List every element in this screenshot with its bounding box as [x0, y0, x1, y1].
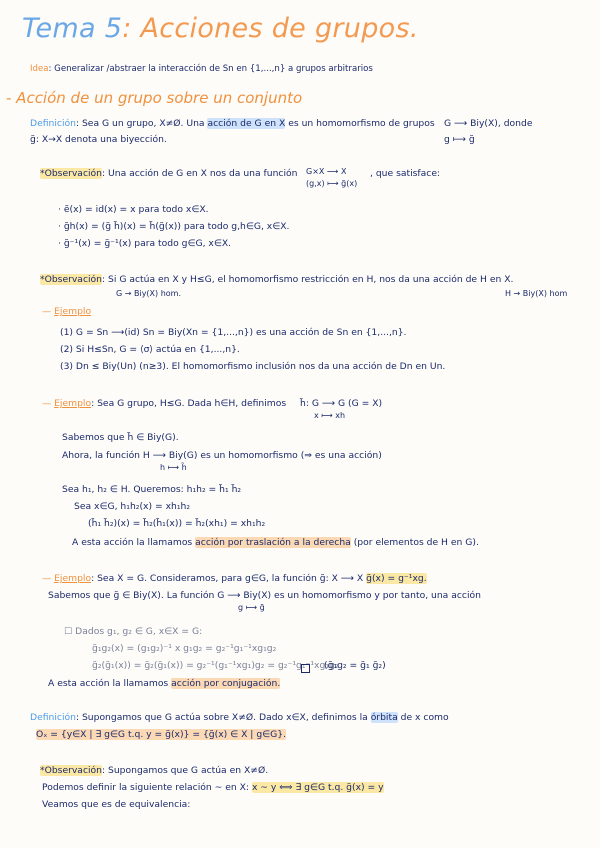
- def2-formula-highlight: Oₓ = {y∈X | ∃ g∈G t.q. y = g̃(x)} = {g̃(x) ∈ X | g∈G}.: [36, 729, 287, 740]
- ej2-final-highlight: acción por traslación a la derecha: [195, 537, 351, 548]
- idea-text: : Generalizar /abstraer la interacción de Sn en {1,...,n} a grupos arbitrarios: [48, 64, 373, 74]
- def2-line: [30, 712, 449, 724]
- obs3-line3: Veamos que es de equivalencia:: [42, 799, 191, 810]
- ej2-map: h̃: G ⟶ G (G = X): [300, 398, 383, 409]
- ej2-final-pre: A esta acción la llamamos: [72, 537, 193, 548]
- obs1-text: : Una acción de G en X nos da una función: [102, 168, 298, 179]
- obs2-sub1: G → Biy(X) hom.: [116, 289, 181, 298]
- ej2-text-line: (h̃₁ h̃₂)(x) = h̃₂(h̃₁(x)) = h̃₂(xh₁) = xh₁h₂: [88, 518, 266, 529]
- idea-line: [30, 63, 373, 75]
- ej1-item: (1) G = Sn ⟶(id) Sn = Biy(Xn = {1,...,n}) es una acción de Sn en {1,...,n}.: [60, 327, 407, 338]
- ej1-item: (3) Dn ≤ Biy(Un) (n≥3). El homomorfismo inclusión nos da una acción de Dn en Un.: [60, 361, 446, 372]
- ej2-text-line: h ⟼ h̃: [160, 463, 187, 472]
- obs1-item: · g̃⁻¹(x) = g̃⁻¹(x) para todo g∈G, x∈X.: [58, 238, 232, 249]
- ej2-map2: x ⟼ xh: [314, 411, 346, 420]
- def1-pre: : Sea G un grupo, X≠Ø. Una: [75, 118, 205, 129]
- ej3-text: : Sea X = G. Consideramos, para g∈G, la función g̃: X ⟶ X: [91, 573, 364, 584]
- obs1-func2: (g,x) ⟼ g̃(x): [306, 179, 358, 188]
- obs3-line2-pre: Podemos definir la siguiente relación ~ en X:: [42, 782, 250, 793]
- ej3-map2: g ⟼ g̃: [238, 603, 265, 612]
- ej1-label-line: — Ejemplo: [42, 306, 92, 317]
- def2-text: : Supongamos que G actúa sobre X≠Ø. Dado x∈X, definimos la: [75, 712, 368, 723]
- ej3-proof-line: g̃₁g₂(x) = (g₁g₂)⁻¹ x g₁g₂ = g₂⁻¹g₁⁻¹xg₁g₂: [92, 643, 277, 654]
- ej3-line: — Ejemplo: Sea X = G. Consideramos, para g∈G, la función g̃: X ⟶ X g̃(x) = g⁻¹xg.: [42, 573, 427, 584]
- def1-map: G ⟶ Biy(X), donde: [444, 118, 533, 129]
- ej2-text-line: Sea h₁, h₂ ∈ H. Queremos: h₁h₂ = h̃₁ h̃₂: [62, 484, 242, 495]
- def1-highlight: acción de G en X: [207, 118, 286, 129]
- def2-formula: [36, 729, 286, 741]
- obs1-func1: G×X ⟶ X: [306, 167, 347, 176]
- def1-line2: g̃: X→X denota una biyección.: [30, 134, 167, 145]
- ej1-label: Ejemplo: [54, 306, 92, 317]
- title-part-2: : Acciones de grupos.: [122, 13, 419, 44]
- ej3-final: [48, 678, 280, 690]
- ej3-final-pre: A esta acción la llamamos: [48, 678, 169, 689]
- ej3-proof-line: g̃₂(g̃₁(x)) = g̃₂(g̃₁(x)) = g₂⁻¹(g₁⁻¹xg₁)g₂ = g₂⁻¹g₁⁻¹xg₁g₂: [92, 660, 339, 671]
- ej2-final: [72, 537, 479, 549]
- qed-square-icon: [301, 664, 310, 673]
- ej3-highlight: g̃(x) = g⁻¹xg.: [366, 573, 427, 584]
- ej2-line: — Ejemplo: Sea G grupo, H≤G. Dada h∈H, definimos: [42, 398, 287, 409]
- obs3-label: *Observación: [40, 765, 102, 776]
- ej3-proof-line: ☐ Dados g₁, g₂ ∈ G, x∈X = G:: [64, 626, 203, 637]
- obs3-line2: [42, 782, 384, 794]
- ej3-qed-box: [301, 663, 310, 675]
- section-heading: - Acción de un grupo sobre un conjunto: [6, 89, 303, 107]
- obs3-text: : Supongamos que G actúa en X≠Ø.: [102, 765, 269, 776]
- obs1-item: · ẽ(x) = id(x) = x para todo x∈X.: [58, 204, 209, 215]
- def1-label: Definición: [30, 118, 76, 129]
- ej2-final-post: (por elementos de H en G).: [353, 537, 479, 548]
- def2-highlight: órbita: [370, 712, 398, 723]
- title-part-1: Tema 5: [22, 13, 123, 44]
- def1-post: es un homomorfismo de grupos: [288, 118, 435, 129]
- obs2-sub2: H → Biy(X) hom: [505, 289, 568, 298]
- idea-label: Idea: [30, 64, 49, 74]
- obs2-line: [40, 274, 513, 286]
- ej2-text-line: Sabemos que h̃ ∈ Biy(G).: [62, 432, 179, 443]
- obs3-line: [40, 765, 268, 777]
- obs1-line: [40, 168, 297, 180]
- ej3-line2: Sabemos que g̃ ∈ Biy(X). La función G ⟶ Biy(X) es un homomorfismo y por tanto, una acción: [48, 590, 481, 601]
- ej3-label: Ejemplo: [54, 573, 92, 584]
- def1-line1: [30, 118, 435, 130]
- def2-label: Definición: [30, 712, 76, 723]
- obs2-label: *Observación: [40, 274, 102, 285]
- obs2-text: : Si G actúa en X y H≤G, el homomorfismo restricción en H, nos da una acción de H en X.: [102, 274, 514, 285]
- ej1-item: (2) Si H≤Sn, G = ⟨σ⟩ actúa en {1,...,n}.: [60, 344, 240, 355]
- obs1-item: · g̃h(x) = (g̃ h̃)(x) = h̃(g̃(x)) para todo g,h∈G, x∈X.: [58, 221, 290, 232]
- ej2-text-line: Sea x∈G, h₁h₂(x) = xh₁h₂: [74, 501, 191, 512]
- obs3-line2-highlight: x ~ y ⟺ ∃ g∈G t.q. g̃(x) = y: [251, 782, 384, 793]
- ej2-text-line: Ahora, la función H ⟶ Biy(G) es un homomorfismo (⇒ es una acción): [62, 450, 382, 461]
- ej3-final-highlight: acción por conjugación.: [171, 678, 281, 689]
- ej2-text: : Sea G grupo, H≤G. Dada h∈H, definimos: [91, 398, 287, 409]
- def1-map2: g ⟼ g̃: [444, 134, 475, 145]
- obs1-label: *Observación: [40, 168, 102, 179]
- page-title: [22, 12, 419, 46]
- ej2-label: Ejemplo: [54, 398, 92, 409]
- ej3-boxed: (g̃₁g₂ = g̃₁ g̃₂): [324, 660, 386, 671]
- obs1-post: , que satisface:: [370, 168, 441, 179]
- def2-post: de x como: [400, 712, 449, 723]
